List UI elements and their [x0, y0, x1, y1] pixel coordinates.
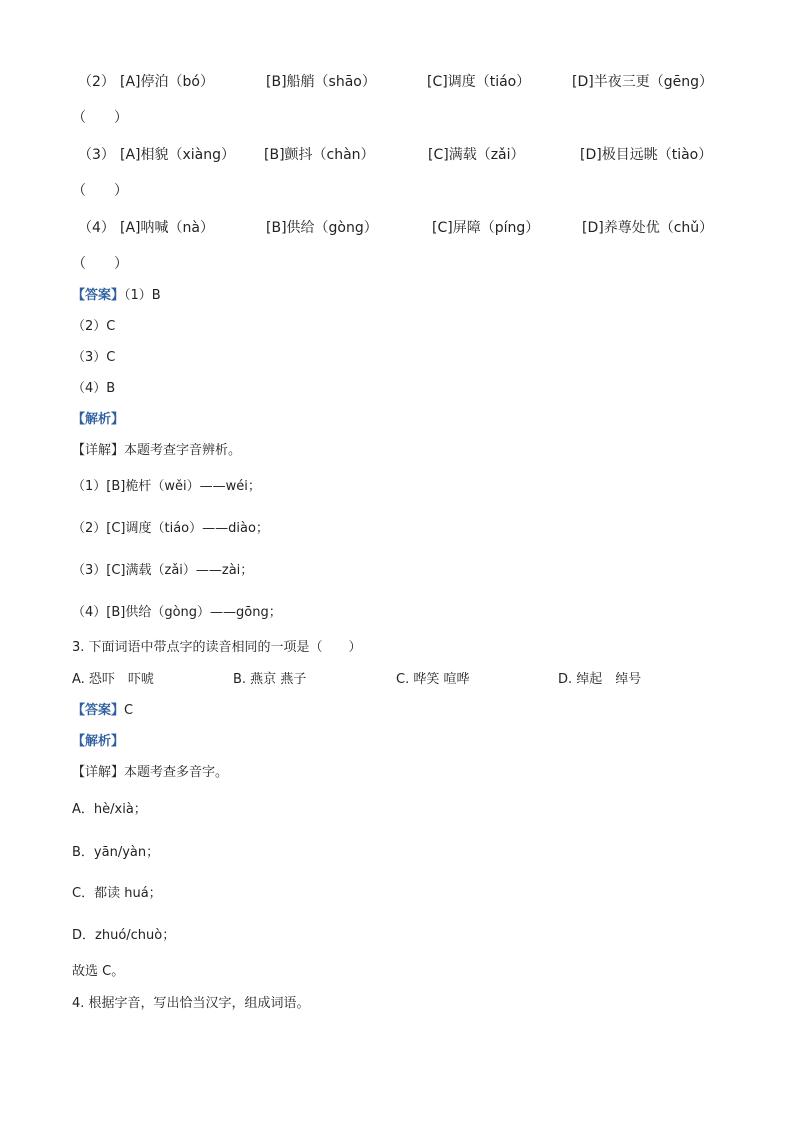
item-4-option-a: [A]呐喊（nà）	[120, 220, 214, 236]
question-3-option-d: D. 绰起 绰号	[558, 672, 642, 687]
item-2-option-c: [C]调度（tiáo）	[427, 74, 531, 90]
question-3-option-c: C. 哗笑 喧哗	[396, 672, 470, 687]
answer-line-3: （3）C	[72, 350, 116, 365]
detail-tag: 【详解】	[72, 443, 125, 458]
question-3-answer: C	[124, 703, 134, 718]
item-2-option-b: [B]船艄（shāo）	[266, 74, 376, 90]
item-2-number: （2）	[78, 74, 115, 90]
item-3-option-b: [B]颤抖（chàn）	[264, 147, 375, 163]
item-3-number: （3）	[78, 147, 115, 163]
answer-line-2: （2）C	[72, 319, 116, 334]
detail-line	[72, 441, 241, 461]
question-3-line-d: D．zhuó/chuò；	[72, 928, 176, 943]
detail-item-4: （4）[B]供给（gòng）——gōng；	[72, 605, 282, 620]
item-4-option-d: [D]养尊处优（chǔ）	[582, 220, 714, 236]
question-3-stem: 3. 下面词语中带点字的读音相同的一项是（ ）	[72, 640, 362, 655]
item-2-option-d: [D]半夜三更（gēng）	[572, 74, 713, 90]
question-3-conclusion: 故选 C。	[72, 964, 125, 979]
item-2-option-a: [A]停泊（bó）	[120, 74, 214, 90]
item-3-option-a: [A]相貌（xiàng）	[120, 147, 236, 163]
question-3-answer-line	[72, 701, 133, 721]
question-3-detail-line	[72, 763, 228, 783]
item-2-answer-blank: （ ）	[72, 110, 128, 126]
question-3-line-b: B．yān/yàn；	[72, 845, 160, 860]
detail-text: 本题考查字音辨析。	[124, 443, 242, 458]
answer-line	[72, 286, 161, 306]
item-3-option-d: [D]极目远眺（tiào）	[580, 147, 713, 163]
analysis-tag: 【解析】	[72, 412, 125, 427]
question-3-option-a: A. 恐吓 吓唬	[72, 672, 154, 687]
item-3-answer-blank: （ ）	[72, 183, 128, 199]
item-4-option-c: [C]屏障（píng）	[432, 220, 540, 236]
answer-first: （1）B	[124, 288, 161, 303]
item-3-option-c: [C]满载（zǎi）	[428, 147, 525, 163]
item-4-number: （4）	[78, 220, 115, 236]
question-3-line-c: C．都读 huá；	[72, 886, 162, 901]
question-3-detail-tag: 【详解】	[72, 765, 125, 780]
detail-item-3: （3）[C]满载（zǎi）——zài；	[72, 563, 254, 578]
detail-item-1: （1）[B]桅杆（wěi）——wéi；	[72, 479, 261, 494]
question-3-detail-text: 本题考查多音字。	[124, 765, 229, 780]
question-3-line-a: A．hè/xià；	[72, 802, 147, 817]
detail-item-2: （2）[C]调度（tiáo）——diào；	[72, 521, 269, 536]
question-3-option-b: B. 燕京 燕子	[233, 672, 307, 687]
item-4-answer-blank: （ ）	[72, 256, 128, 272]
answer-tag: 【答案】	[72, 288, 125, 303]
item-4-option-b: [B]供给（gòng）	[266, 220, 378, 236]
question-3-answer-tag: 【答案】	[72, 703, 125, 718]
answer-line-4: （4）B	[72, 381, 116, 396]
question-4-stem: 4. 根据字音，写出恰当汉字，组成词语。	[72, 996, 310, 1011]
question-3-analysis-tag: 【解析】	[72, 734, 125, 749]
